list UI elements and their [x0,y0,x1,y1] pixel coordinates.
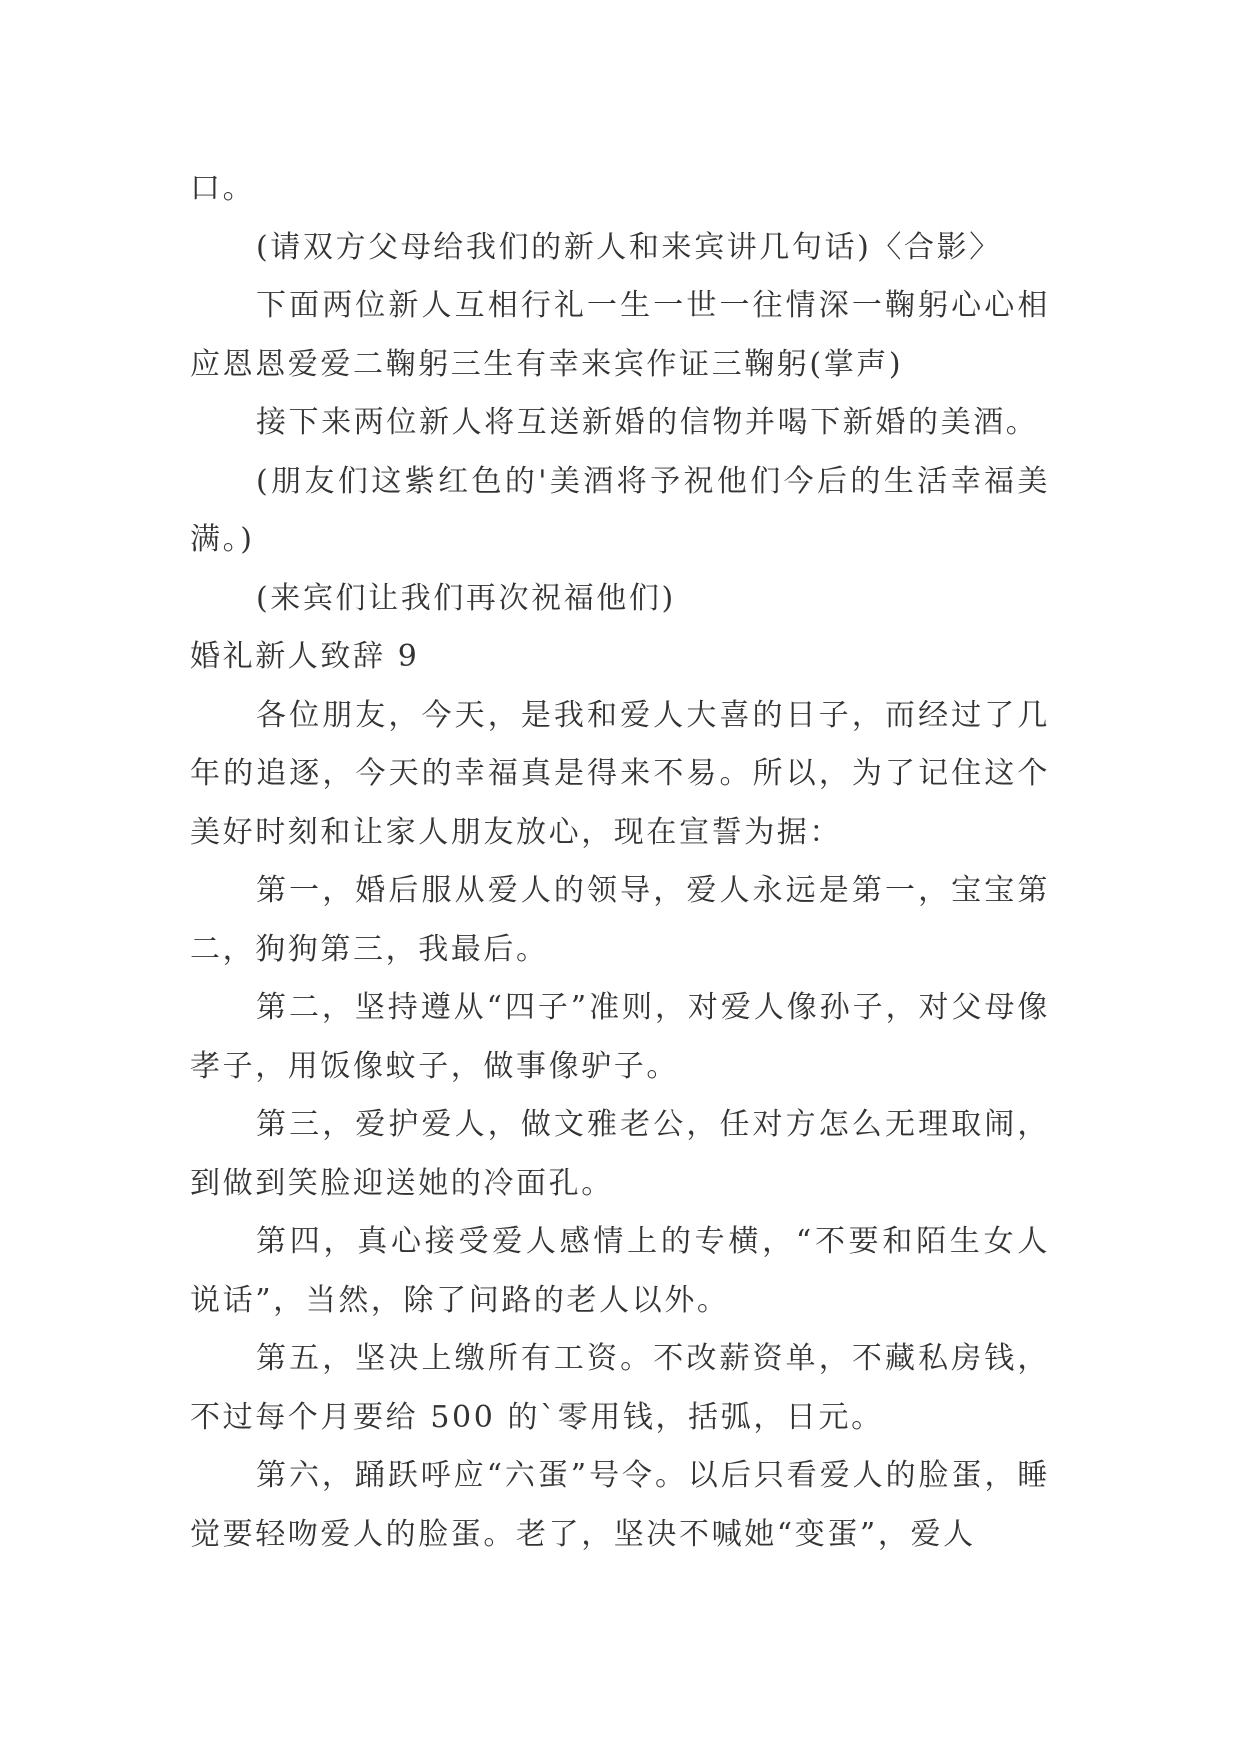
paragraph-vow-2: 第二，坚持遵从“四子”准则，对爱人像孙子，对父母像孝子，用饭像蚊子，做事像驴子。 [190,990,1050,1084]
section-heading: 婚礼新人致辞 9 [190,639,420,674]
paragraph-bowing: 下面两位新人互相行礼一生一世一往情深一鞠躬心心相应恩恩爱爱二鞠躬三生有幸来宾作证三鞠躬(掌声) [190,288,1050,382]
paragraph-opening-vow: 各位朋友，今天，是我和爱人大喜的日子，而经过了几年的追逐，今天的幸福真是得来不易。所以，为了记住这个美好时刻和让家人朋友放心，现在宣誓为据： [190,697,1050,850]
paragraph-vow-4: 第四，真心接受爱人感情上的专横，“不要和陌生女人说话”，当然，除了问路的老人以外。 [190,1224,1050,1318]
paragraph-exchange-tokens: 接下来两位新人将互送新婚的信物并喝下新婚的美酒。 [256,405,1039,440]
paragraph-continuation: 口。 [190,171,256,206]
paragraph-wine-blessing: (朋友们这紫红色的'美酒将予祝他们今后的生活幸福美满。) [190,463,1050,557]
paragraph-parents-speech: (请双方父母给我们的新人和来宾讲几句话)〈合影〉 [256,229,1002,265]
paragraph-vow-1: 第一，婚后服从爱人的领导，爱人永远是第一，宝宝第二，狗狗第三，我最后。 [190,873,1050,967]
document-body [190,160,1050,1564]
paragraph-vow-6: 第六，踊跃呼应“六蛋”号令。以后只看爱人的脸蛋，睡觉要轻吻爱人的脸蛋。老了，坚决不喊她“变蛋”，爱人 [190,1458,1050,1552]
paragraph-guests-blessing: (来宾们让我们再次祝福他们) [256,580,676,616]
paragraph-vow-5: 第五，坚决上缴所有工资。不改薪资单，不藏私房钱，不过每个月要给 500 的`零用钱，括弧，日元。 [190,1341,1050,1435]
paragraph-vow-3: 第三，爱护爱人，做文雅老公，任对方怎么无理取闹，到做到笑脸迎送她的冷面孔。 [190,1107,1050,1201]
